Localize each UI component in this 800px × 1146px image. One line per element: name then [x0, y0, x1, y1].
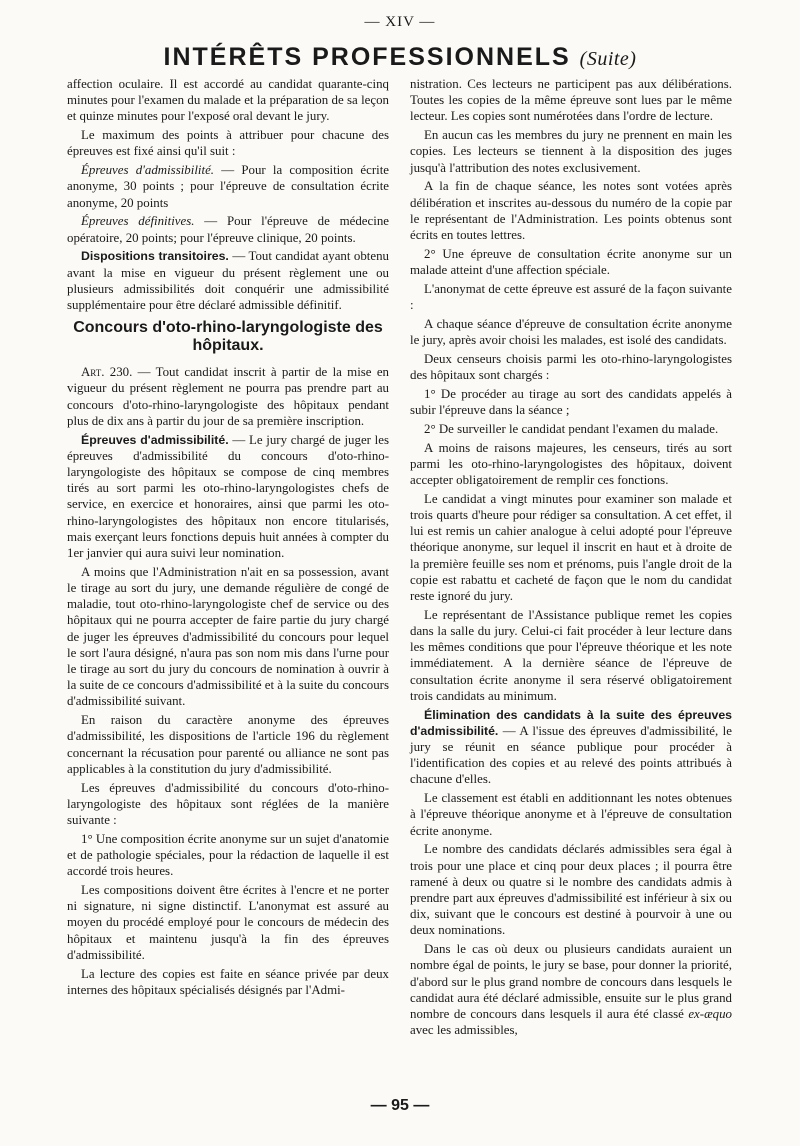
paragraph	[67, 432, 389, 562]
paragraph: 1° Une composition écrite anonyme sur un sujet d'anatomie et de pathologie spéciales, pour la rédaction de laquelle il est accordé trois heures.	[67, 831, 389, 879]
paragraph: Deux censeurs choisis parmi les oto-rhino-laryngologistes des hôpitaux sont chargés :	[410, 351, 732, 383]
right-column	[410, 76, 732, 1041]
paragraph: 2° De surveiller le candidat pendant l'examen du malade.	[424, 421, 719, 436]
text: avec les admissibles,	[410, 1023, 518, 1038]
paragraph	[67, 248, 389, 313]
paragraph: L'anonymat de cette épreuve est assuré de la façon suivante :	[410, 281, 732, 313]
paragraph: nistration. Ces lecteurs ne participent pas aux délibérations. Toutes les copies de la même épreuve sont lues par le même lecteur. Les copies sont numérotées dans l'ordre de lecture.	[410, 77, 732, 124]
text: — Tout candidat ayant obtenu avant la mise en vigueur du présent règlement une ou plusieurs admissibilités doit conquérir une admissibilité supplémentaire pour être déclaré admissible définitif.	[67, 249, 390, 313]
page-header	[0, 42, 800, 74]
paragraph: A la fin de chaque séance, les notes sont votées après délibération et inscrites au-dessous du numéro de la copie par le représentant de l'Administration. Les points obtenus sont écrits en toutes lettres.	[410, 179, 732, 243]
paragraph	[410, 941, 732, 1038]
text: Dans le cas où deux ou plusieurs candidats auraient un nombre égal de points, le jury se base, pour donner la priorité, d'abord sur le plus grand nombre de concours dans lesquels le candidat aura été déclaré admissible, ensuite sur le plus grand nombre de concours dans lesquels il aura été classé	[410, 942, 732, 1022]
text: — Tout candidat inscrit à partir de la mise en vigueur du présent règlement ne pourra pas prendre part au concours d'oto-rhino-laryngologiste des hôpitaux pendant plus de dix ans à partir du jour de sa première inscription.	[67, 365, 389, 428]
paragraph: En raison du caractère anonyme des épreuves d'admissibilité, les dispositions de l'article 196 du règlement concernant la récusation pour parenté ou alliance ne sont pas applicables à la constitution du jury d'admissibilité.	[67, 713, 389, 776]
text: — Pour la composition écrite anonyme, 30 points ; pour l'épreuve de consultation écrite anonyme, 20 points	[67, 163, 389, 210]
label: Élimination des candidats à la suite des épreuves d'admissibilité.	[410, 707, 732, 738]
section-title: Concours d'oto-rhino-laryngologiste des hôpitaux.	[73, 319, 383, 355]
label: Dispositions transitoires.	[81, 249, 229, 264]
paragraph: Le maximum des points à attribuer pour chacune des épreuves est fixé ainsi qu'il suit :	[67, 128, 389, 159]
text: — Le jury chargé de juger les épreuves d'admissibilité du concours d'oto-rhino-laryngologiste des hôpitaux se compose de cinq membres tirés au sort parmi les oto-rhino-laryngologistes chefs de service, en exercice et honoraires, ainsi que parmi les oto-rhino-laryngologistes des hôpitaux non encore titularisés, mais exerçant leurs fonctions depuis huit années à compter du 1er janvier qui aura suivi leur nomination.	[67, 432, 389, 561]
paragraph	[410, 707, 732, 788]
header-suite: (Suite)	[579, 48, 637, 70]
paragraph: Le classement est établi en additionnant les notes obtenues à l'épreuve théorique anonyme et à l'épreuve de consultation écrite anonyme.	[410, 791, 732, 838]
text: — Pour l'épreuve de médecine opératoire, 20 points; pour l'épreuve clinique, 20 points.	[67, 214, 389, 245]
paragraph: Les épreuves d'admissibilité du concours d'oto-rhino-laryngologiste des hôpitaux sont réglées de la manière suivante :	[67, 780, 389, 828]
paragraph: A chaque séance d'épreuve de consultation écrite anonyme le jury, après avoir choisi les malades, est isolé des candidats.	[410, 316, 732, 348]
paragraph	[67, 364, 389, 429]
paragraph: En aucun cas les membres du jury ne prennent en main les copies. Les lecteurs se tiennent à la disposition des juges jusqu'à l'attribution des notes exclusivement.	[410, 128, 732, 175]
label: Épreuves d'admissibilité.	[81, 432, 229, 447]
left-column	[67, 76, 389, 1001]
paragraph	[67, 162, 389, 211]
header-title: INTÉRÊTS PROFESSIONNELS	[163, 43, 571, 71]
page-number-bottom: — 95 —	[370, 1097, 430, 1114]
paragraph: affection oculaire. Il est accordé au candidat quarante-cinq minutes pour l'examen du malade et la préparation de sa leçon et quinze minutes pour l'exposé oral devant le jury.	[67, 77, 389, 124]
text: — A l'issue des épreuves d'admissibilité, le jury se réunit en séance publique pour procéder à l'identification des copies et au relevé des points attribués à chacune d'elles.	[410, 723, 732, 787]
paragraph: Le nombre des candidats déclarés admissibles sera égal à trois pour une place et cinq pour deux places ; il pourra être ramené à deux ou quatre si le nombre des candidats admis à prendre part aux épreuves d'admissibilité est inférieur à six ou dix, suivant que le concours est destiné à pourvoir à une ou deux nominations.	[410, 842, 732, 938]
paragraph	[67, 213, 389, 245]
paragraph: A moins que l'Administration n'ait en sa possession, avant le tirage au sort du jury, une demande régulière de congé de maladie, tout oto-rhino-laryngologiste chef de service ou des hôpitaux qui ne pourra accepter de faire partie du jury chargé de juger les épreuves d'admissibilité du concours pour lequel le sort l'aura désigné, n'aura pas son nom mis dans l'urne pour le tirage au sort du jury du concours de nomination à ouvrir à la suite de ce concours d'admissibilité et à la suite du concours d'admissibilité suivant.	[67, 564, 389, 709]
label: Épreuves d'admissibilité.	[81, 163, 215, 178]
page-number-top: — XIV —	[364, 14, 436, 30]
paragraph: La lecture des copies est faite en séance privée par deux internes des hôpitaux spécialisés désignés par l'Admi-	[67, 966, 389, 997]
label: Art. 230.	[81, 365, 133, 380]
paragraph: 2° Une épreuve de consultation écrite anonyme sur un malade atteint d'une affection spéciale.	[410, 246, 732, 278]
paragraph: Les compositions doivent être écrites à l'encre et ne porter ni signature, ni signe distinctif. L'anonymat est assuré au moyen du procédé employé pour le concours de médecin des hôpitaux et maintenu jusqu'à la fin des épreuves d'admissibilité.	[67, 883, 389, 962]
paragraph: Le représentant de l'Assistance publique remet les copies dans la salle du jury. Celui-ci fait procéder à leur lecture dans les mêmes conditions que pour l'épreuve théorique et les note immédiatement. A la dernière séance de l'épreuve de consultation écrite anonyme il sera réservé obligatoirement trois candidats au minimum.	[410, 607, 732, 703]
text: ex-æquo	[688, 1007, 732, 1022]
label: Épreuves définitives.	[81, 214, 195, 229]
paragraph: A moins de raisons majeures, les censeurs, tirés au sort parmi les oto-rhino-laryngologistes des hôpitaux, doivent accepter obligatoirement de remplir ces fonctions.	[410, 440, 732, 488]
paragraph: Le candidat a vingt minutes pour examiner son malade et trois quarts d'heure pour rédiger sa consultation. A cet effet, il lui est remis un cahier analogue à celui adopté pour l'épreuve théorique anonyme, sur lequel il inscrit en haut et à droite de la première feuille ses nom et prénoms, puis l'angle droit de la copie est rabattu et cacheté de façon que le nom du candidat reste ignoré du jury.	[410, 491, 732, 604]
paragraph: 1° De procéder au tirage au sort des candidats appelés à subir l'épreuve dans la séance ;	[410, 386, 732, 418]
